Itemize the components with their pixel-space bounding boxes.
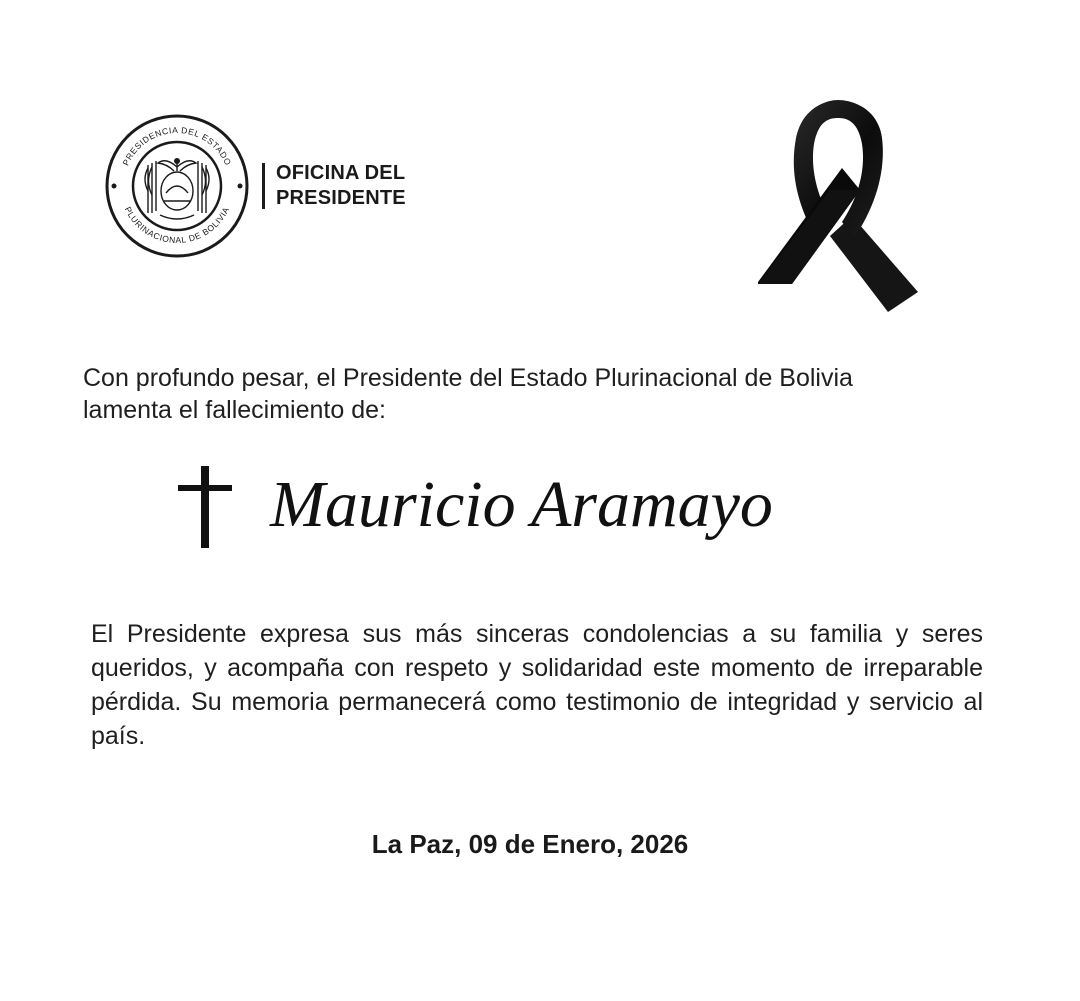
mourning-ribbon-icon — [756, 98, 920, 314]
condolence-message: El Presidente expresa sus más sinceras condolencias a su familia y seres queridos, y acompaña con respeto y solidaridad este momento de irreparable pérdida. Su memoria permanecerá como testimonio de integridad y servicio al país. — [91, 620, 983, 750]
seal-text-bottom: PLURINACIONAL DE BOLIVIA — [122, 205, 232, 246]
office-title-line-2: PRESIDENTE — [276, 187, 406, 209]
intro-text — [83, 362, 1003, 426]
deceased-name: Mauricio Aramayo — [270, 468, 773, 541]
header-divider — [262, 163, 265, 209]
office-title-line-1: OFICINA DEL — [276, 162, 406, 184]
cross-icon — [178, 466, 232, 548]
place-and-date: La Paz, 09 de Enero, 2026 — [371, 829, 689, 859]
office-title — [276, 161, 476, 211]
intro-line-1: Con profundo pesar, el Presidente del Estado Plurinacional de Bolivia — [83, 364, 853, 392]
presidential-seal-icon — [104, 113, 250, 259]
intro-line-2: lamenta el fallecimiento de: — [83, 396, 386, 424]
seal-text-top: PRESIDENCIA DEL ESTADO — [120, 124, 234, 168]
